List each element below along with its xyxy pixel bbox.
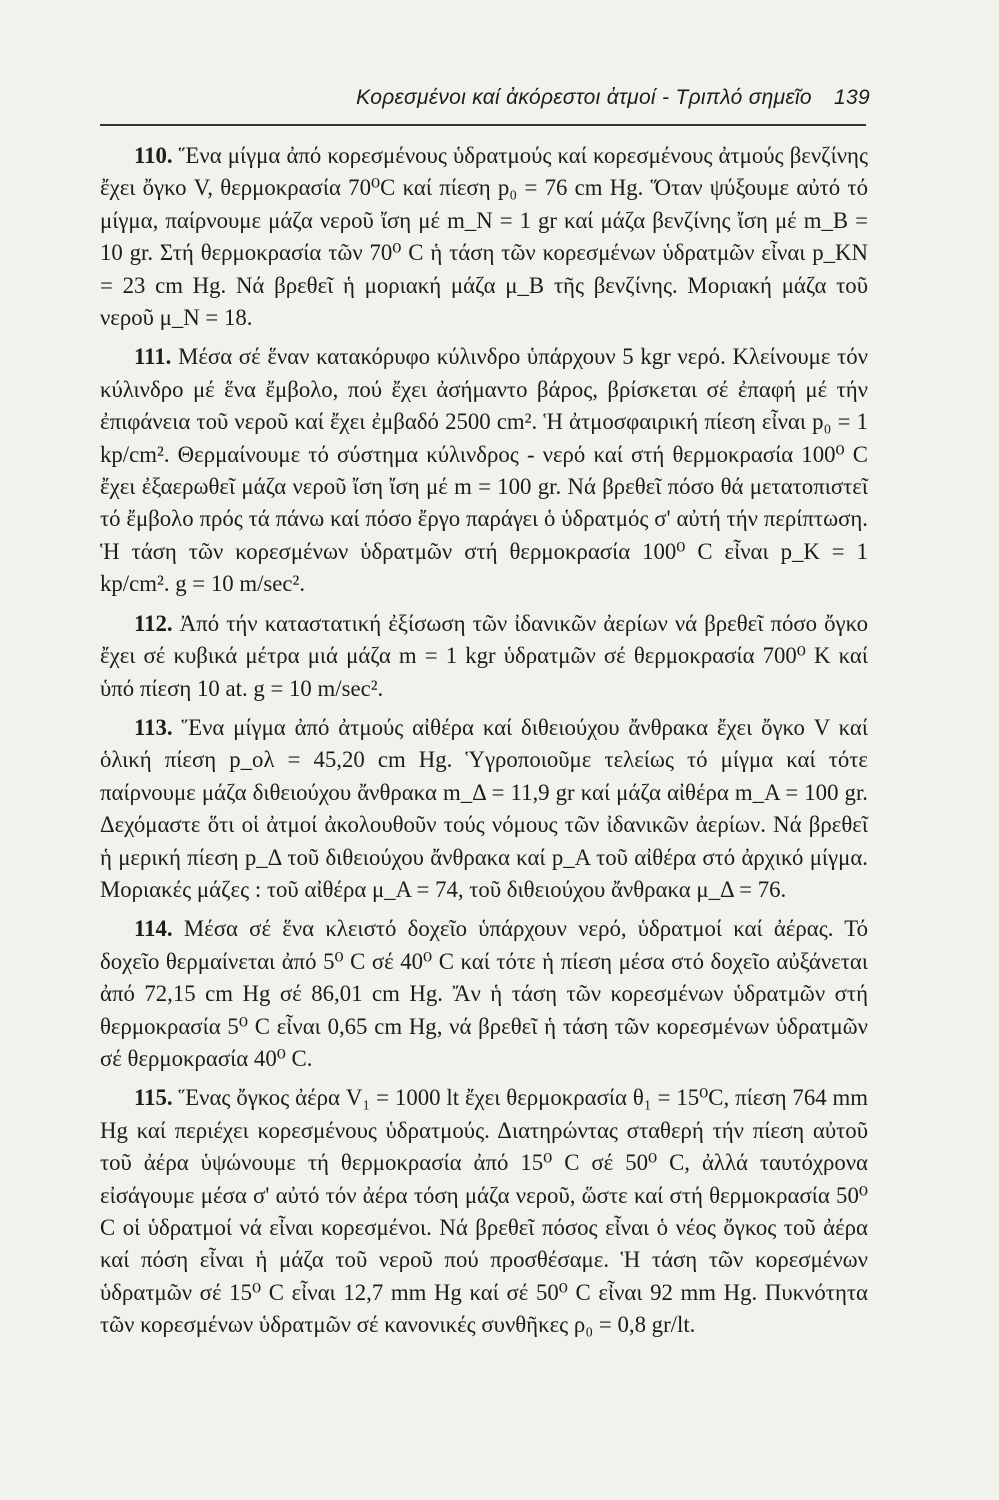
problem-115 <box>100 1082 868 1341</box>
problem-110 <box>100 140 868 334</box>
problem-text: Μέσα σέ ἕνα κλειστό δοχεῖο ὑπάρχουν νερό, ὑδρατμοί καί ἀέρας. Τό δοχεῖο θερμαίνεται ἀπό 5⁰ C σέ 40⁰ C καί τότε ἡ πίεση μέσα στό δοχεῖο αὐξάνεται ἀπό 72,15 cm Hg σέ 86,01 cm Hg. Ἄν ἡ τάση τῶν κορεσμένων ὑδρατμῶν στή θερμοκρασία 5⁰ C εἶναι 0,65 cm Hg, νά βρεθεῖ ἡ τάση τῶν κορεσμένων ὑδρατμῶν σέ θερμοκρασία 40⁰ C. <box>100 916 868 1071</box>
problem-111 <box>100 341 868 600</box>
problem-112 <box>100 608 868 705</box>
problem-number: 112. <box>134 610 173 636</box>
problem-114 <box>100 913 868 1075</box>
problem-text: Ἕνα μίγμα ἀπό κορεσμένους ὑδρατμούς καί κορεσμένους ἀτμούς βενζίνης ἔχει ὄγκο V, θερμοκρασία 70⁰C καί πίεση p₀ = 76 cm Hg. Ὅταν ψύξουμε αὐτό τό μίγμα, παίρνουμε μάζα νεροῦ ἴση μέ m_N = 1 gr καί μάζα βενζίνης ἴση μέ m_B = 10 gr. Στή θερμοκρασία τῶν 70⁰ C ἡ τάση τῶν κορεσμένων ὑδρατμῶν εἶναι p_KN = 23 cm Hg. Νά βρεθεῖ ἡ μοριακή μάζα μ_B τῆς βενζίνης. Μοριακή μάζα τοῦ νεροῦ μ_N = 18. <box>100 143 869 331</box>
problems-list <box>100 140 868 1349</box>
problem-number: 114. <box>134 916 173 942</box>
problem-113 <box>100 712 868 906</box>
problem-text: Μέσα σέ ἕναν κατακόρυφο κύλινδρο ὑπάρχουν 5 kgr νερό. Κλείνουμε τόν κύλινδρο μέ ἕνα ἔμβολο, πού ἔχει ἀσήμαντο βάρος, βρίσκεται σέ ἐπαφή μέ τήν ἐπιφάνεια τοῦ νεροῦ καί ἔχει ἐμβαδό 2500 cm². Ἡ ἀτμοσφαιρική πίεση εἶναι p₀ = 1 kp/cm². Θερμαίνουμε τό σύστημα κύλινδρος - νερό καί στή θερμοκρασία 100⁰ C ἔχει ἐξαερωθεῖ μάζα νεροῦ ἴση ἴση μέ m = 100 gr. Νά βρεθεῖ πόσο θά μετατοπιστεῖ τό ἔμβολο πρός τά πάνω καί πόσο ἔργο παράγει ὁ ὑδρατμός σ' αὐτή τήν περίπτωση. Ἡ τάση τῶν κορεσμένων ὑδρατμῶν στή θερμοκρασία 100⁰ C εἶναι p_K = 1 kp/cm². g = 10 m/sec². <box>100 344 868 597</box>
header-title: Κορεσμένοι καί ἀκόρεστοι ἀτμοί - Τριπλό σημεῖο <box>356 86 812 109</box>
problem-number: 110. <box>134 143 173 168</box>
problem-number: 111. <box>134 344 172 370</box>
problem-number: 113. <box>134 714 173 740</box>
header-rule <box>100 124 866 126</box>
problem-text: Ἀπό τήν καταστατική ἐξίσωση τῶν ἰδανικῶν ἀερίων νά βρεθεῖ πόσο ὄγκο ἔχει σέ κυβικά μέτρα μιά μάζα m = 1 kgr ὑδρατμῶν σέ θερμοκρασία 700⁰ K καί ὑπό πίεση 10 at. g = 10 m/sec². <box>100 610 869 701</box>
problem-text: Ἕνα μίγμα ἀπό ἀτμούς αἰθέρα καί διθειούχου ἄνθρακα ἔχει ὄγκο V καί ὁλική πίεση p_ολ = 45,20 cm Hg. Ὑγροποιοῦμε τελείως τό μίγμα καί τότε παίρνουμε μάζα διθειούχου ἄνθρακα m_Δ = 11,9 gr καί μάζα αἰθέρα m_A = 100 gr. Δεχόμαστε ὅτι οἱ ἀτμοί ἀκολουθοῦν τούς νόμους τῶν ἰδανικῶν ἀερίων. Νά βρεθεῖ ἡ μερική πίεση p_Δ τοῦ διθειούχου ἄνθρακα καί p_A τοῦ αἰθέρα στό ἀρχικό μίγμα. Μοριακές μάζες : τοῦ αἰθέρα μ_A = 74, τοῦ διθειούχου ἄνθρακα μ_Δ = 76. <box>100 714 868 902</box>
page-number: 139 <box>834 86 870 109</box>
running-header <box>100 86 870 110</box>
problem-text: Ἕνας ὄγκος ἀέρα V₁ = 1000 lt ἔχει θερμοκρασία θ₁ = 15⁰C, πίεση 764 mm Hg καί περιέχει κορεσμένους ὑδρατμούς. Διατηρώντας σταθερή τήν πίεση αὐτοῦ τοῦ ἀέρα ὑψώνουμε τή θερμοκρασία ἀπό 15⁰ C σέ 50⁰ C, ἀλλά ταυτόχρονα εἰσάγουμε μέσα σ' αὐτό τόν ἀέρα τόση μάζα νεροῦ, ὥστε καί στή θερμοκρασία 50⁰ C οἱ ὑδρατμοί νά εἶναι κορεσμένοι. Νά βρεθεῖ πόσος εἶναι ὁ νέος ὄγκος τοῦ ἀέρα καί πόση εἶναι ἡ μάζα τοῦ νεροῦ πού προσθέσαμε. Ἡ τάση τῶν κορεσμένων ὑδρατμῶν σέ 15⁰ C εἶναι 12,7 mm Hg καί σέ 50⁰ C εἶναι 92 mm Hg. Πυκνότητα τῶν κορεσμένων ὑδρατμῶν σέ κανονικές συνθῆκες ρ₀ = 0,8 gr/lt. <box>100 1085 868 1338</box>
problem-number: 115. <box>134 1085 173 1111</box>
